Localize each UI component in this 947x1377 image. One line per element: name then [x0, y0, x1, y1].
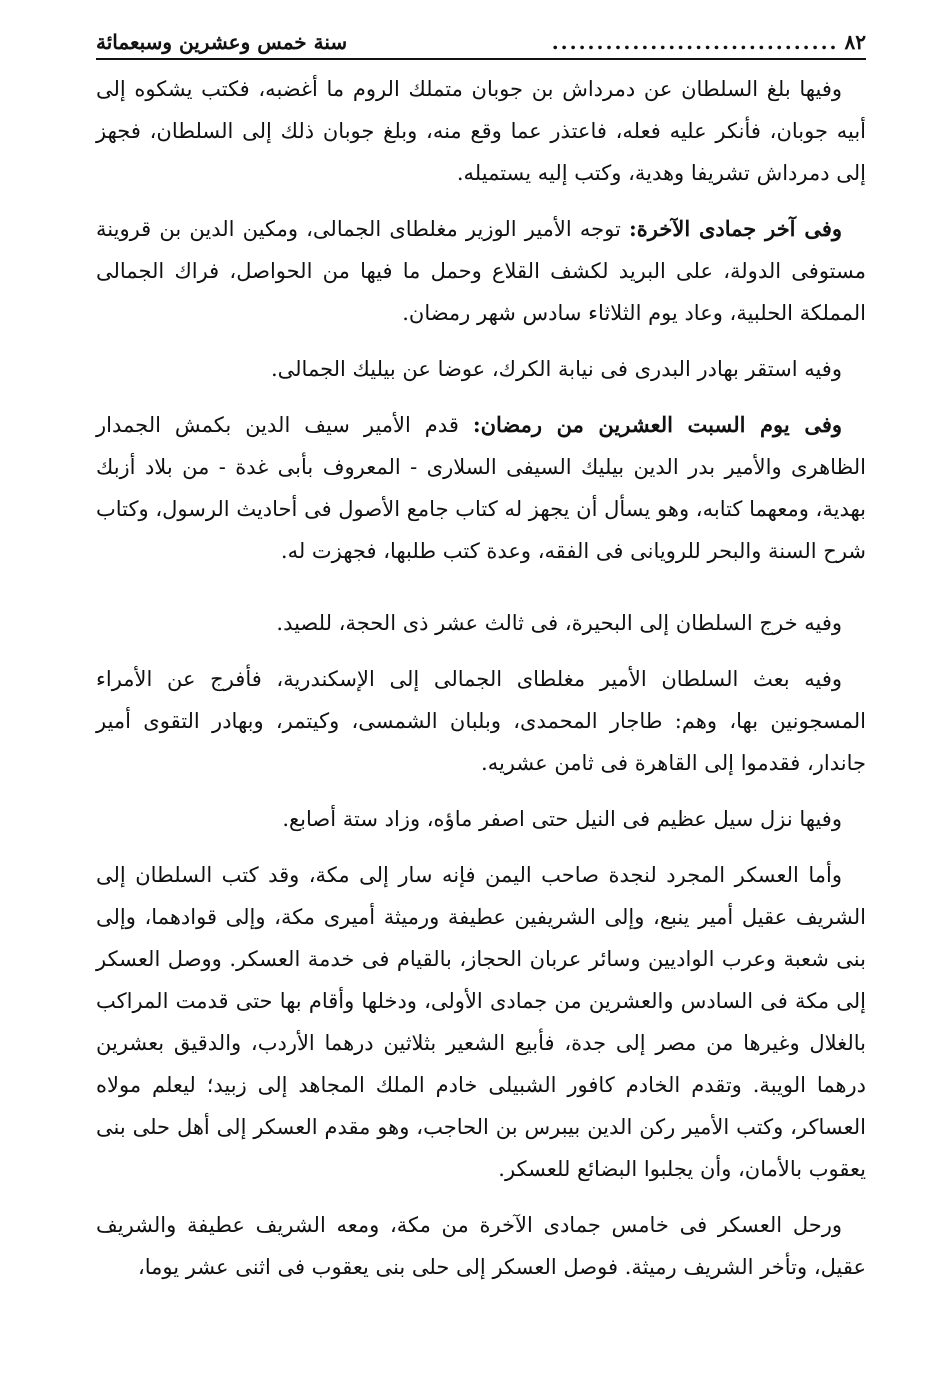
paragraph-lead: وفى يوم السبت العشرين من رمضان:	[472, 412, 843, 437]
paragraph-3	[96, 348, 866, 390]
paragraph-text: وفيه خرج السلطان إلى البحيرة، فى ثالث عشر ذى الحجة، للصيد.	[276, 611, 842, 635]
paragraph-1	[96, 68, 866, 194]
running-header	[96, 30, 866, 60]
page-number: ٨٢	[844, 30, 866, 54]
paragraph-text: وفيه استقر بهادر البدرى فى نيابة الكرك، عوضا عن بيليك الجمالى.	[270, 357, 842, 381]
paragraph-lead: وفى آخر جمادى الآخرة:	[629, 216, 843, 241]
paragraph-text: وفيه بعث السلطان الأمير مغلطاى الجمالى إلى الإسكندرية، فأفرج عن الأمراء المسجونين بها، وهم: طاجار المحمدى، وبلبان الشمسى، وكيتمر، وبهادر التقوى أمير جاندار، فقدموا إلى القاهرة فى ثامن عشريه.	[96, 667, 866, 775]
paragraph-9	[96, 1204, 866, 1288]
paragraph-text: وفيها بلغ السلطان عن دمرداش بن جوبان متملك الروم ما أغضبه، فكتب يشكوه إلى أبيه جوبان، فأنكر عليه فعله، فاعتذر عما وقع منه، وبلغ جوبان ذلك إلى السلطان، فجهز إلى دمرداش تشريفا وهدية، وكتب إليه يستميله.	[96, 77, 866, 185]
paragraph-7	[96, 798, 866, 840]
paragraph-8	[96, 854, 866, 1190]
paragraph-4	[96, 404, 866, 572]
paragraph-2	[96, 208, 866, 334]
book-page	[96, 30, 866, 1302]
paragraph-text: ورحل العسكر فى خامس جمادى الآخرة من مكة، ومعه الشريف عطيفة والشريف عقيل، وتأخر الشريف رميثة. فوصل العسكر إلى حلى بنى يعقوب فى اثنى عشر يوما،	[96, 1213, 866, 1279]
paragraph-text: وفيها نزل سيل عظيم فى النيل حتى اصفر ماؤه، وزاد ستة أصابع.	[282, 807, 842, 831]
chapter-title: سنة خمس وعشرين وسبعمائة	[96, 30, 348, 54]
paragraph-text: قدم الأمير سيف الدين بكمش الجمدار الظاهرى والأمير بدر الدين بيليك السيفى السلارى - المعروف بأبى غدة - من بلاد أزبك بهدية، ومعهما كتابه، وهو يسأل أن يجهز له كتاب جامع الأصول فى أحاديث الرسول، وكتاب شرح السنة والبحر للرويانى فى الفقه، وعدة كتب طلبها، فجهزت له.	[96, 413, 866, 563]
header-leader-dots: ................................	[551, 30, 839, 54]
paragraph-6	[96, 658, 866, 784]
paragraph-5	[96, 602, 866, 644]
paragraph-text: وأما العسكر المجرد لنجدة صاحب اليمن فإنه سار إلى مكة، وقد كتب السلطان إلى الشريف عقيل أمير ينبع، وإلى الشريفين عطيفة ورميثة أميرى مكة، وإلى قوادهما، وإلى بنى شعبة وعرب الواديين وسائر عربان الحجاز، بالقيام فى خدمة العسكر. ووصل العسكر إلى مكة فى السادس والعشرين من جمادى الأولى، ودخلها وأقام بها حتى قدمت المراكب بالغلال وغيرها من مصر إلى جدة، فأبيع الشعير بثلاثين درهما الأردب، والدقيق بعشرين درهما الويبة. وتقدم الخادم كافور الشبيلى خادم الملك المجاهد إلى زبيد؛ ليعلم مولاه العساكر، وكتب الأمير ركن الدين بيبرس بن الحاجب، وهو مقدم العسكر إلى أهل حلى بنى يعقوب بالأمان، وأن يجلبوا البضائع للعسكر.	[96, 863, 866, 1181]
paragraph-text: توجه الأمير الوزير مغلطاى الجمالى، ومكين الدين بن قروينة مستوفى الدولة، على البريد لكشف القلاع وحمل ما فيها من الحواصل، فراك الجمالى المملكة الحلبية، وعاد يوم الثلاثاء سادس شهر رمضان.	[96, 217, 866, 325]
